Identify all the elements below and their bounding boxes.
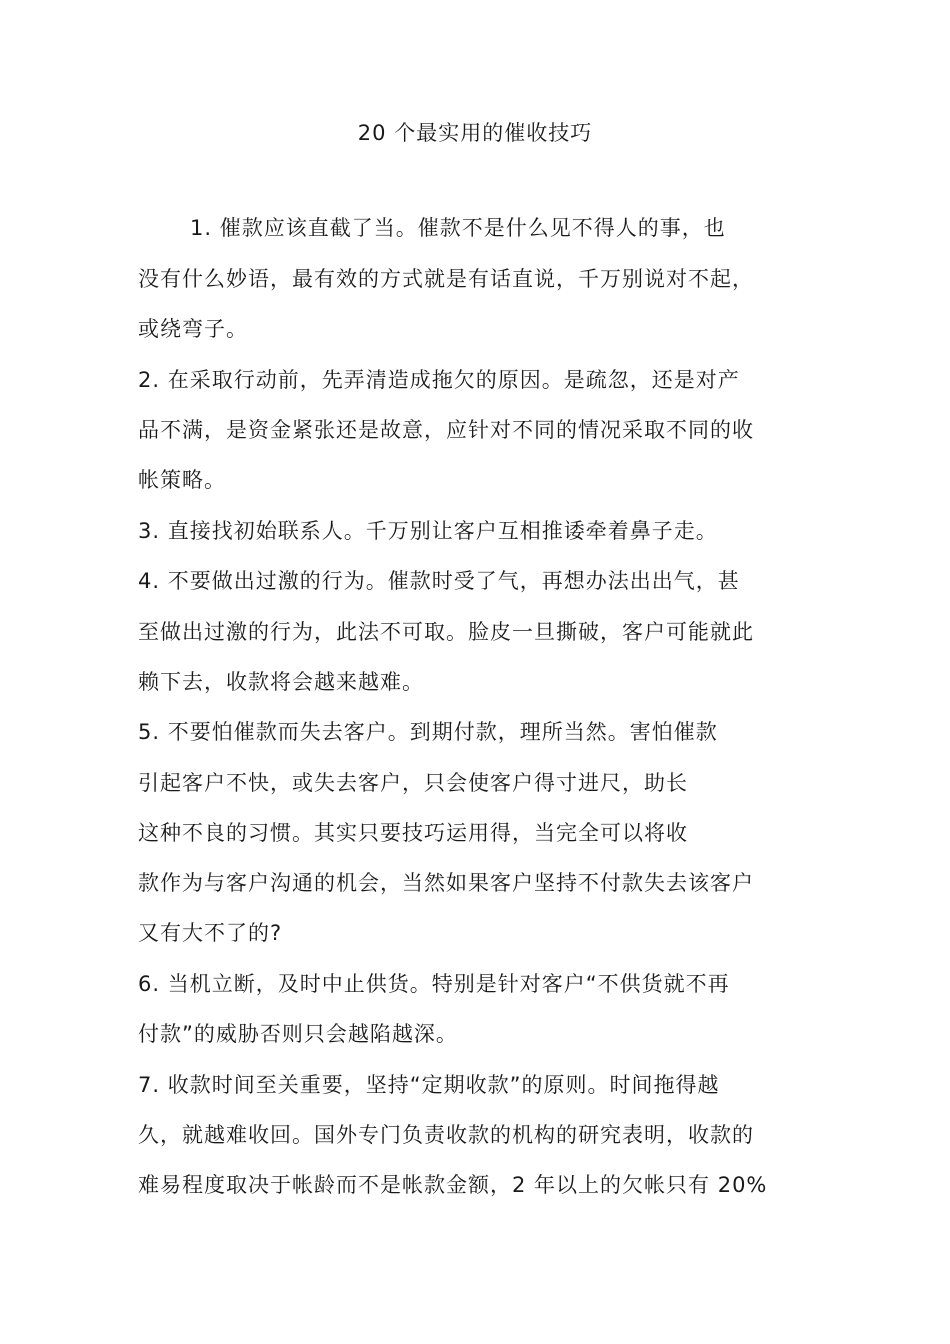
- paragraph-line: 又有大不了的?: [138, 921, 283, 945]
- paragraph-line: 赖下去，收款将会越来越难。: [138, 670, 424, 694]
- paragraph-line: 久，就越难收回。国外专门负责收款的机构的研究表明，收款的: [138, 1123, 754, 1147]
- paragraph-line: 至做出过激的行为，此法不可取。脸皮一旦撕破，客户可能就此: [138, 620, 754, 644]
- paragraph-line: 6. 当机立断，及时中止供货。特别是针对客户“不供货就不再: [138, 972, 730, 996]
- document-title: 20 个最实用的催收技巧: [357, 121, 593, 145]
- paragraph-line: 2. 在采取行动前，先弄清造成拖欠的原因。是疏忽，还是对产: [138, 368, 740, 392]
- paragraph-line: 5. 不要怕催款而失去客户。到期付款，理所当然。害怕催款: [138, 720, 718, 744]
- paragraph-line: 或绕弯子。: [138, 317, 248, 341]
- paragraph-line: 1. 催款应该直截了当。催款不是什么见不得人的事，也: [190, 216, 726, 240]
- paragraph-line: 付款”的威胁否则只会越陷越深。: [138, 1022, 458, 1046]
- paragraph-line: 这种不良的习惯。其实只要技巧运用得，当完全可以将收: [138, 821, 688, 845]
- paragraph-line: 款作为与客户沟通的机会，当然如果客户坚持不付款失去该客户: [138, 871, 754, 895]
- paragraph-line: 7. 收款时间至关重要，坚持“定期收款”的原则。时间拖得越: [138, 1073, 720, 1097]
- paragraph-line: 3. 直接找初始联系人。千万别让客户互相推诿牵着鼻子走。: [138, 519, 718, 543]
- paragraph-line: 品不满，是资金紧张还是故意，应针对不同的情况采取不同的收: [138, 418, 754, 442]
- paragraph-line: 引起客户不快，或失去客户，只会使客户得寸进尺，助长: [138, 771, 688, 795]
- paragraph-line: 4. 不要做出过激的行为。催款时受了气，再想办法出出气，甚: [138, 569, 740, 593]
- paragraph-line: 没有什么妙语，最有效的方式就是有话直说，千万别说对不起，: [138, 267, 754, 291]
- paragraph-line: 难易程度取决于帐龄而不是帐款金额，2 年以上的欠帐只有 20%: [138, 1173, 768, 1197]
- paragraph-line: 帐策略。: [138, 468, 226, 492]
